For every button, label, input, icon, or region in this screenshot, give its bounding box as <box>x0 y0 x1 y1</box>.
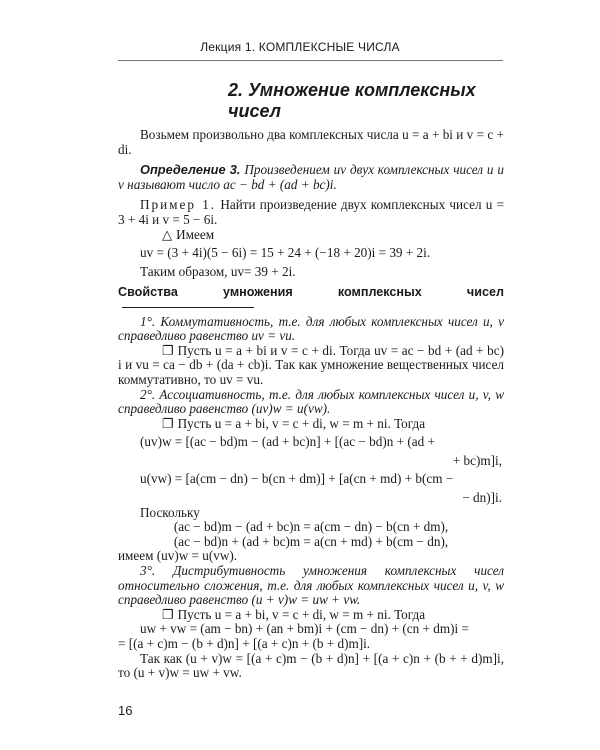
prop2-since: Поскольку <box>140 504 200 520</box>
definition-text: Произведением uv двух комплексных чисел u и v называют число ac − bd + (ad + bc)i. <box>118 162 504 192</box>
section-title: 2. Умножение комплексных чисел <box>228 80 476 121</box>
prop3-eq1: uw + vw = (am − bn) + (an + bm)i + (cm − dn) + (cn + dm)i = <box>140 621 469 637</box>
prop2-eq4: (ac − bd)n + (ad + bc)m = a(cn + md) + b(cm − dn), <box>173 533 449 549</box>
prop3-proof <box>118 608 504 623</box>
properties-heading <box>118 285 504 314</box>
prop3-proof-text: Пусть u = a + bi, v = c + di, w = m + ni. Тогда <box>177 606 426 622</box>
square-icon: ❐ <box>162 342 174 358</box>
prop3-conclusion: Так как (u + v)w = [(a + c)m − (b + d)n] + [(a + c)n + (b + + d)m]i, то (u + v)w = uw + vw. <box>118 650 504 681</box>
example-have-line <box>118 228 504 243</box>
example-text: Найти произведение двух комплексных чисел u = 3 + 4i и v = 5 − 6i. <box>118 197 505 227</box>
prop2-eq1b: + bc)m]i, <box>452 452 502 468</box>
example-result: Таким образом, uv= 39 + 2i. <box>140 263 296 279</box>
prop2-eq2b: − dn)]i. <box>462 490 502 506</box>
prop2-eq2a: u(vw) = [a(cm − dn) − b(cn + dm)] + [a(cn + md) + b(cm − <box>140 471 454 487</box>
prop3-statement: 3°. Дистрибутивность умножения комплексных чисел относительно сложения, т.е. для любых комплексных чисел u, v, w справедливо равенство (u + v)w = uw + vw. <box>118 563 504 608</box>
prop2-eq3: (ac − bd)m − (ad + bc)n = a(cm − dn) − b(cn + dm), <box>173 519 449 535</box>
triangle-icon: △ <box>162 226 173 242</box>
properties-heading-text: Свойства умножения комплексных чисел <box>118 285 504 300</box>
example-have: Имеем <box>176 226 215 242</box>
square-icon: ❐ <box>162 415 174 431</box>
prop2-proof <box>118 417 504 432</box>
definition-paragraph <box>118 163 504 192</box>
header-rule <box>118 60 503 61</box>
prop1-statement: 1°. Коммутативность, т.е. для любых комплексных чисел u, v справедливо равенство uv = vu. <box>118 313 504 344</box>
example-label: Пример 1. <box>140 197 217 213</box>
definition-label: Определение 3. <box>140 162 241 178</box>
properties-heading-rule <box>122 307 254 308</box>
intro-paragraph: Возьмем произвольно два комплексных числа u = a + bi и v = c + di. <box>118 127 504 157</box>
prop3-eq2: = [(a + c)m − (b + d)n] + [(a + c)n + (b + d)m]i. <box>118 636 371 651</box>
example-paragraph <box>118 198 504 227</box>
prop2-conclusion: имеем (uv)w = u(vw). <box>118 548 238 564</box>
prop2-proof-text: Пусть u = a + bi, v = c + di, w = m + ni. Тогда <box>177 415 426 431</box>
example-equation: uv = (3 + 4i)(5 − 6i) = 15 + 24 + (−18 + 20)i = 39 + 2i. <box>140 245 431 261</box>
square-icon: ❐ <box>162 606 174 622</box>
prop2-statement: 2°. Ассоциативность, т.е. для любых комплексных чисел u, v, w справедливо равенство (uv)w = u(vw). <box>118 386 504 417</box>
prop2-eq1a: (uv)w = [(ac − bd)m − (ad + bc)n] + [(ac − bd)n + (ad + <box>140 434 435 450</box>
page-number: 16 <box>118 703 133 718</box>
page-body <box>118 128 504 681</box>
running-head: Лекция 1. КОМПЛЕКСНЫЕ ЧИСЛА <box>200 40 400 54</box>
prop1-proof-text: Пусть u = a + bi и v = c + di. Тогда uv = ac − bd + (ad + bc) i и vu = ca − db + (da + cb)i. Так как умножение вещественных чисел коммутативно, то uv = vu. <box>118 342 504 387</box>
prop1-proof <box>118 344 504 388</box>
